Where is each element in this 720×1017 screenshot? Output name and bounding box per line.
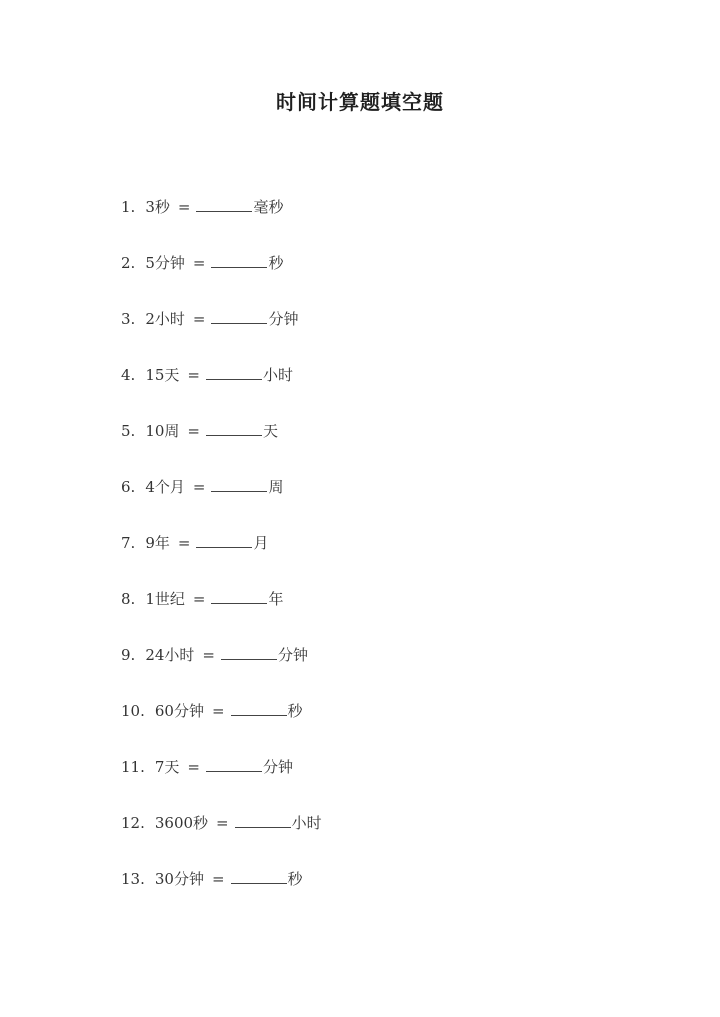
- answer-blank[interactable]: [221, 645, 277, 660]
- equals-sign: =: [177, 198, 191, 216]
- question-number: 2.: [121, 254, 136, 272]
- equals-sign: =: [192, 310, 206, 328]
- question-quantity: 2小时: [145, 310, 185, 328]
- question-quantity: 4个月: [145, 478, 185, 496]
- question-item: [121, 812, 322, 868]
- equals-sign: =: [187, 366, 200, 384]
- equals-sign: =: [187, 758, 200, 776]
- question-quantity: 15天: [145, 366, 180, 384]
- answer-blank[interactable]: [211, 253, 267, 268]
- equals-sign: =: [192, 590, 206, 608]
- question-number: 13.: [121, 870, 145, 888]
- equals-sign: =: [192, 478, 206, 496]
- question-item: [121, 588, 322, 644]
- question-number: 8.: [121, 590, 136, 608]
- question-quantity: 9年: [145, 534, 170, 552]
- question-quantity: 5分钟: [145, 254, 185, 272]
- answer-blank[interactable]: [211, 589, 267, 604]
- answer-unit: 小时: [291, 814, 322, 832]
- answer-unit: 分钟: [277, 646, 308, 664]
- answer-blank[interactable]: [211, 309, 267, 324]
- question-number: 7.: [121, 534, 136, 552]
- question-number: 10.: [121, 702, 145, 720]
- equals-sign: =: [192, 254, 206, 272]
- question-item: [121, 476, 322, 532]
- question-number: 12.: [121, 814, 145, 832]
- question-number: 11.: [121, 758, 145, 776]
- question-number: 5.: [121, 422, 136, 440]
- equals-sign: =: [187, 422, 200, 440]
- answer-blank[interactable]: [206, 365, 262, 380]
- question-number: 4.: [121, 366, 136, 384]
- answer-blank[interactable]: [211, 477, 267, 492]
- question-item: [121, 756, 322, 812]
- question-quantity: 60分钟: [154, 702, 204, 720]
- answer-blank[interactable]: [196, 533, 252, 548]
- equals-sign: =: [177, 534, 191, 552]
- answer-unit: 天: [262, 422, 278, 440]
- question-item: [121, 644, 322, 700]
- question-item: [121, 420, 322, 476]
- question-quantity: 1世纪: [145, 590, 185, 608]
- answer-blank[interactable]: [231, 701, 287, 716]
- question-quantity: 3600秒: [154, 814, 209, 832]
- answer-blank[interactable]: [235, 813, 291, 828]
- answer-blank[interactable]: [231, 869, 287, 884]
- question-quantity: 3秒: [145, 198, 170, 216]
- answer-unit: 小时: [262, 366, 293, 384]
- answer-unit: 秒: [287, 870, 303, 888]
- question-number: 1.: [121, 198, 136, 216]
- question-item: [121, 700, 322, 756]
- equals-sign: =: [202, 646, 215, 664]
- answer-unit: 秒: [268, 254, 284, 272]
- question-item: [121, 868, 322, 924]
- question-quantity: 24小时: [145, 646, 195, 664]
- equals-sign: =: [211, 870, 225, 888]
- answer-blank[interactable]: [206, 757, 262, 772]
- question-item: [121, 196, 322, 252]
- answer-blank[interactable]: [206, 421, 262, 436]
- question-item: [121, 532, 322, 588]
- answer-unit: 月: [253, 534, 269, 552]
- answer-unit: 秒: [287, 702, 303, 720]
- question-item: [121, 252, 322, 308]
- question-number: 9.: [121, 646, 136, 664]
- question-quantity: 10周: [145, 422, 180, 440]
- answer-unit: 分钟: [268, 310, 299, 328]
- question-quantity: 30分钟: [154, 870, 204, 888]
- question-number: 3.: [121, 310, 136, 328]
- answer-unit: 年: [268, 590, 284, 608]
- question-number: 6.: [121, 478, 136, 496]
- answer-unit: 毫秒: [253, 198, 284, 216]
- question-item: [121, 364, 322, 420]
- equals-sign: =: [211, 702, 225, 720]
- equals-sign: =: [216, 814, 229, 832]
- answer-unit: 周: [268, 478, 284, 496]
- answer-blank[interactable]: [196, 197, 252, 212]
- page-title: 时间计算题填空题: [276, 90, 444, 114]
- question-quantity: 7天: [154, 758, 180, 776]
- question-item: [121, 308, 322, 364]
- answer-unit: 分钟: [262, 758, 293, 776]
- question-list: [121, 196, 322, 924]
